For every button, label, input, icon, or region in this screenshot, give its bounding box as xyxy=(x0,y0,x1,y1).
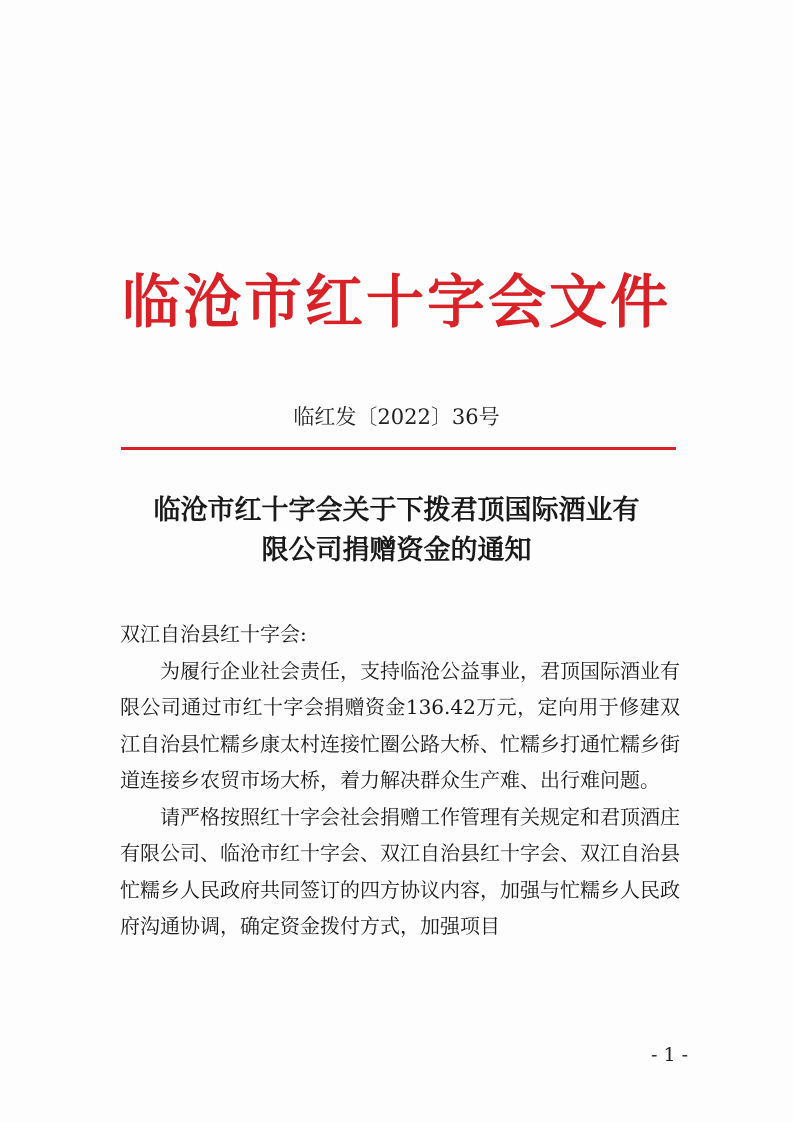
document-title xyxy=(100,491,693,571)
red-divider-line xyxy=(121,447,676,450)
document-title-line-1: 临沧市红十字会关于下拨君顶国际酒业有 xyxy=(153,495,640,526)
document-title-line-2: 限公司捐赠资金的通知 xyxy=(261,535,532,566)
issuer-header-title: 临沧市红十字会文件 xyxy=(121,268,671,336)
document-body xyxy=(120,616,680,945)
salutation: 双江自治县红十字会: xyxy=(120,622,307,646)
page-number: - 1 - xyxy=(650,1044,688,1066)
body-paragraph-1: 为履行企业社会责任，支持临沧公益事业，君顶国际酒业有限公司通过市红十字会捐赠资金136.42万元，定向用于修建双江自治县忙糯乡康太村连接忙圈公路大桥、忙糯乡打通忙糯乡街道连接乡农贸市场大桥，着力解决群众生产难、出行难问题。 xyxy=(120,658,680,792)
body-paragraph-2: 请严格按照红十字会社会捐赠工作管理有关规定和君顶酒庄有限公司、临沧市红十字会、双江自治县红十字会、双江自治县忙糯乡人民政府共同签订的四方协议内容，加强与忙糯乡人民政府沟通协调，确定资金拨付方式，加强项目 xyxy=(120,804,680,938)
document-number: 临红发〔2022〕36号 xyxy=(293,405,500,429)
